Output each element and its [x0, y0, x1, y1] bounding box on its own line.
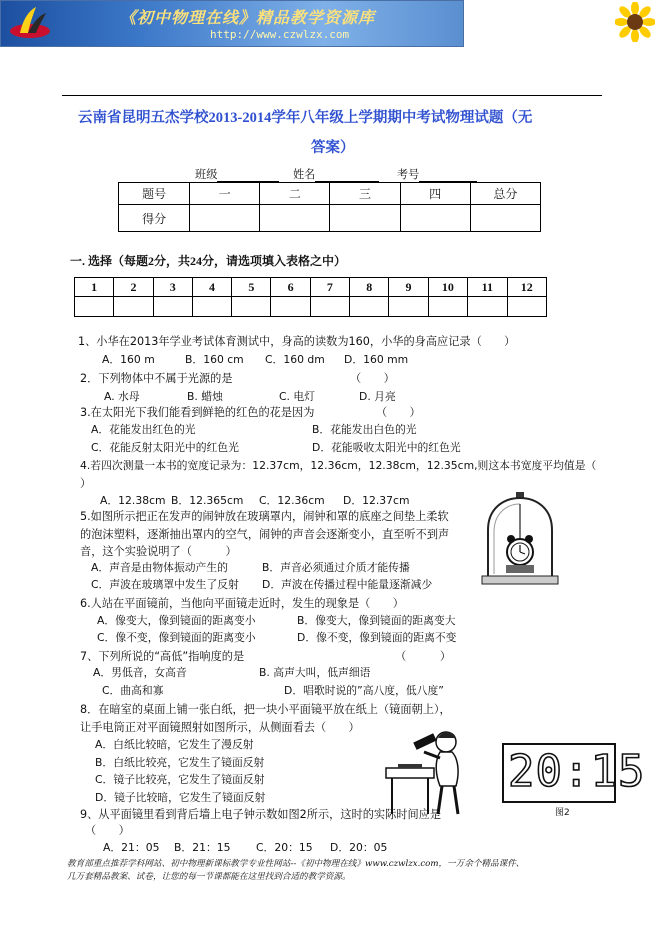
score-cell[interactable]: [470, 205, 540, 232]
section-heading: 一. 选择（每题2分，共24分，请选项填入表格之中）: [70, 254, 347, 268]
score-cell[interactable]: [400, 205, 470, 232]
option: A．21：05: [103, 841, 160, 854]
option: D．12.37cm: [343, 494, 410, 507]
option: A．男低音，女高音: [93, 666, 187, 679]
option: C．声波在玻璃罩中发生了反射: [91, 578, 239, 591]
answer-cell[interactable]: [232, 297, 271, 317]
banner-url[interactable]: http://www.czwlzx.com: [210, 28, 350, 41]
clock-display: 20:15: [508, 746, 646, 797]
option: A．160 m: [102, 353, 155, 366]
option: B. 蜡烛: [187, 390, 223, 403]
answer-number: 2: [114, 278, 153, 297]
answer-cell[interactable]: [75, 297, 114, 317]
score-header: 一: [190, 183, 260, 205]
option: A．像变大，像到镜面的距离变小: [97, 614, 256, 627]
question-stem-cont: （ ）: [85, 824, 130, 837]
option: B．160 cm: [185, 353, 244, 366]
class-field[interactable]: [217, 168, 279, 182]
option: B．白纸比较亮，它发生了镜面反射: [95, 756, 265, 769]
answer-number: 10: [428, 278, 467, 297]
answer-number: 12: [507, 278, 547, 297]
answer-number: 4: [192, 278, 231, 297]
answer-cell[interactable]: [389, 297, 428, 317]
number-label: 考号: [396, 168, 420, 181]
answer-table: [74, 277, 547, 317]
name-field[interactable]: [315, 168, 379, 182]
answer-number: 11: [468, 278, 507, 297]
option: B. 高声大叫，低声细语: [259, 666, 371, 679]
option: C．曲高和寡: [102, 684, 164, 697]
option: C. 电灯: [279, 390, 315, 403]
question-stem: 7、下列所说的“高低”指响度的是 （ ）: [80, 650, 452, 663]
option: D. 月亮: [359, 390, 396, 403]
question-stem-cont: 的泡沫塑料，逐渐抽出罩内的空气，闹钟的声音会逐渐变小，直至听不到声: [80, 528, 450, 541]
answer-cell[interactable]: [153, 297, 192, 317]
option: C．镜子比较亮，它发生了镜面反射: [95, 773, 265, 786]
answer-row: [75, 297, 547, 317]
answer-cell[interactable]: [428, 297, 467, 317]
option: B．像变大，像到镜面的距离变大: [297, 614, 456, 627]
question-stem: 6.人站在平面镜前，当他向平面镜走近时，发生的现象是（ ）: [80, 597, 404, 610]
answer-cell[interactable]: [468, 297, 507, 317]
question-stem-cont: 让手电筒正对平面镜照射如图所示，从侧面看去（ ）: [80, 721, 360, 734]
option: A．花能发出红色的光: [91, 423, 196, 436]
answer-number: 3: [153, 278, 192, 297]
option: B．21：15: [174, 841, 231, 854]
score-header: 二: [260, 183, 330, 205]
option: A．声音是由物体振动产生的: [91, 561, 228, 574]
question-stem: 3.在太阳光下我们能看到鲜艳的红色的花是因为 （ ）: [80, 406, 421, 419]
footer-line-1: 教育部重点推荐学科网站、初中物理新课标教学专业性网站--《初中物理在线》www.czwlzx.com，一万余个精品课件、: [67, 859, 525, 869]
option: A．白纸比较暗，它发生了漫反射: [95, 738, 254, 751]
answer-cell[interactable]: [271, 297, 310, 317]
site-logo-icon: [6, 5, 54, 41]
option: A. 水母: [104, 390, 140, 403]
question-stem: 4.若四次测量一本书的宽度记录为：12.37cm，12.36cm，12.38cm，12.35cm,则这本书宽度平均值是（: [80, 459, 597, 472]
answer-number: 9: [389, 278, 428, 297]
answer-cell[interactable]: [114, 297, 153, 317]
question-stem: 1、小华在2013年学业考试体育测试中，身高的读数为160，小华的身高应记录（ ）: [78, 335, 516, 348]
score-row-label: 得分: [119, 205, 190, 232]
option: C．像不变，像到镜面的距离变小: [97, 631, 256, 644]
banner-title: 《初中物理在线》精品教学资源库: [120, 8, 376, 27]
class-label: 班级: [195, 168, 218, 181]
answer-number: 8: [350, 278, 389, 297]
option: D．像不变，像到镜面的距离不变: [297, 631, 457, 644]
answer-cell[interactable]: [350, 297, 389, 317]
mirror-clock-figure: [502, 743, 646, 803]
option: C．20：15: [256, 841, 313, 854]
option: C．160 dm: [265, 353, 325, 366]
option: D．镜子比较暗，它发生了镜面反射: [95, 791, 266, 804]
figure-label: 图2: [555, 808, 570, 818]
option: D．声波在传播过程中能量逐渐减少: [262, 578, 433, 591]
option: B．花能发出白色的光: [312, 423, 417, 436]
answer-number-row: [75, 278, 547, 297]
score-cell[interactable]: [260, 205, 330, 232]
answer-number: 6: [271, 278, 310, 297]
option: D．唱歌时说的”高八度，低八度”: [284, 684, 444, 697]
name-label: 姓名: [292, 168, 316, 181]
info-line: [195, 166, 477, 182]
flashlight-mirror-figure: [384, 728, 484, 816]
option: B．12.365cm: [171, 494, 244, 507]
number-field[interactable]: [419, 168, 477, 182]
option: D．160 mm: [344, 353, 409, 366]
question-stem-cont: ）: [80, 477, 92, 490]
bell-jar-clock-figure: [480, 490, 560, 590]
header-rule: [62, 95, 602, 96]
question-stem: 9、从平面镜里看到背后墙上电子钟示数如图2所示，这时的实际时间应是: [80, 808, 442, 821]
option: D．20：05: [330, 841, 388, 854]
score-cell[interactable]: [190, 205, 260, 232]
answer-cell[interactable]: [507, 297, 547, 317]
answer-number: 5: [232, 278, 271, 297]
question-stem: 8．在暗室的桌面上铺一张白纸，把一块小平面镜平放在纸上（镜面朝上），: [80, 703, 451, 716]
score-header: 总分: [470, 183, 540, 205]
question-stem-cont: 音，这个实验说明了（ ）: [80, 545, 237, 558]
answer-cell[interactable]: [310, 297, 349, 317]
option: C．12.36cm: [259, 494, 325, 507]
question-stem: 2．下列物体中不属于光源的是 （ ）: [80, 372, 395, 385]
score-cell[interactable]: [330, 205, 400, 232]
score-table: [118, 182, 541, 232]
option: C．花能反射太阳光中的红色光: [91, 441, 239, 454]
option: D．花能吸收太阳光中的红色光: [312, 441, 461, 454]
option: B．声音必须通过介质才能传播: [262, 561, 410, 574]
header-banner: [0, 0, 464, 47]
option: A．12.38cm: [100, 494, 166, 507]
score-header: 四: [400, 183, 470, 205]
answer-number: 1: [75, 278, 114, 297]
page-title: 云南省昆明五杰学校2013-2014学年八年级上学期期中考试物理试题（无: [78, 110, 533, 126]
score-header: 题号: [119, 183, 190, 205]
footer-line-2: 几万套精品教案、试卷，让您的每一节课都能在这里找到合适的教学资源。: [67, 872, 351, 882]
score-header: 三: [330, 183, 400, 205]
page-title-cont: 答案）: [311, 140, 355, 156]
answer-number: 7: [310, 278, 349, 297]
answer-cell[interactable]: [192, 297, 231, 317]
question-stem: 5.如图所示把正在发声的闹钟放在玻璃罩内，闹钟和罩的底座之间垫上柔软: [80, 510, 449, 523]
